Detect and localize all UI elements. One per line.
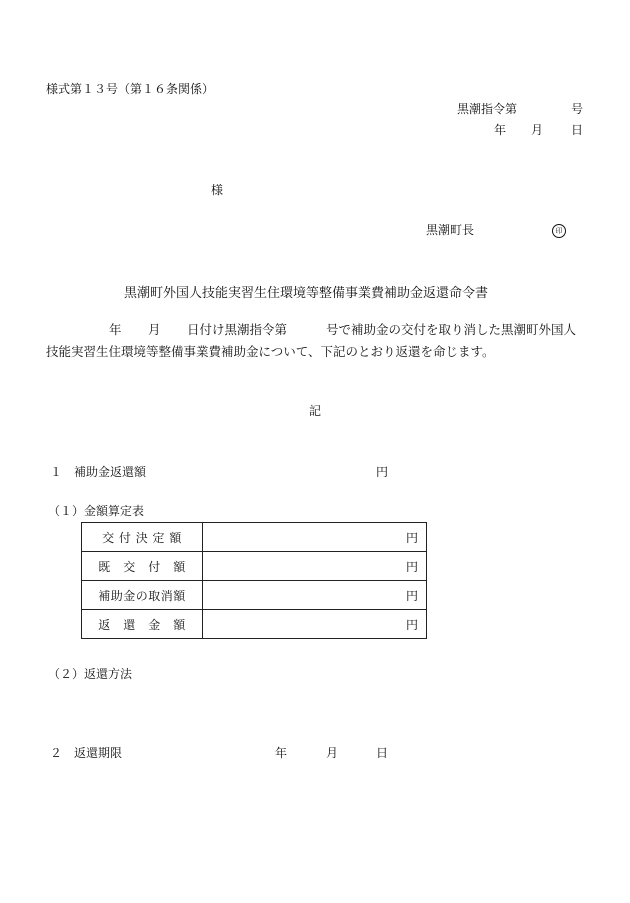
table-value-cell: 円 [203,581,427,610]
table-value-cell: 円 [203,523,427,552]
amount-table [81,522,427,639]
item2-label: ２ 返還期限 [50,746,123,760]
date-month: 月 [531,123,544,137]
table-label-cell: 既 交 付 額 [82,552,203,581]
table-row [82,581,427,610]
body-year: 年 [109,322,122,337]
body-line1-rest: 号で補助金の交付を取り消した黒潮町外国人 [326,322,577,337]
seal-icon [552,222,566,238]
item1-label: １ 補助金返還額 [50,465,147,479]
seal-glyph: 印 [552,224,566,238]
table-label-cell: 交 付 決 定 額 [82,523,203,552]
document-title: 黒潮町外国人技能実習生住環境等整備事業費補助金返還命令書 [124,286,489,301]
doc-number-suffix: 号 [571,102,584,116]
item2-year: 年 [275,746,288,760]
table-row [82,552,427,581]
table-label-cell: 返 還 金 額 [82,610,203,639]
doc-number-prefix: 黒潮指令第 [457,102,518,116]
subitem2-label: （２）返還方法 [48,667,133,681]
table-row [82,523,427,552]
item2-month: 月 [326,746,339,760]
subitem1-label: （１）金額算定表 [48,504,145,518]
date-day: 日 [571,123,584,137]
ki-marker: 記 [309,404,322,418]
table-value-cell: 円 [203,610,427,639]
table-label-cell: 補助金の取消額 [82,581,203,610]
body-day-ref: 日付け黒潮指令第 [187,322,288,337]
table-row [82,610,427,639]
table-value-cell: 円 [203,552,427,581]
addressee-honorific: 様 [211,183,224,197]
item2-day: 日 [376,746,389,760]
item1-unit: 円 [376,465,389,479]
form-id: 様式第１３号（第１６条関係） [46,82,215,96]
body-line2: 技能実習生住環境等整備事業費補助金について、下記のとおり返還を命じます。 [46,344,495,359]
body-month: 月 [148,322,161,337]
issuer-title: 黒潮町長 [426,223,475,237]
date-year: 年 [494,123,507,137]
